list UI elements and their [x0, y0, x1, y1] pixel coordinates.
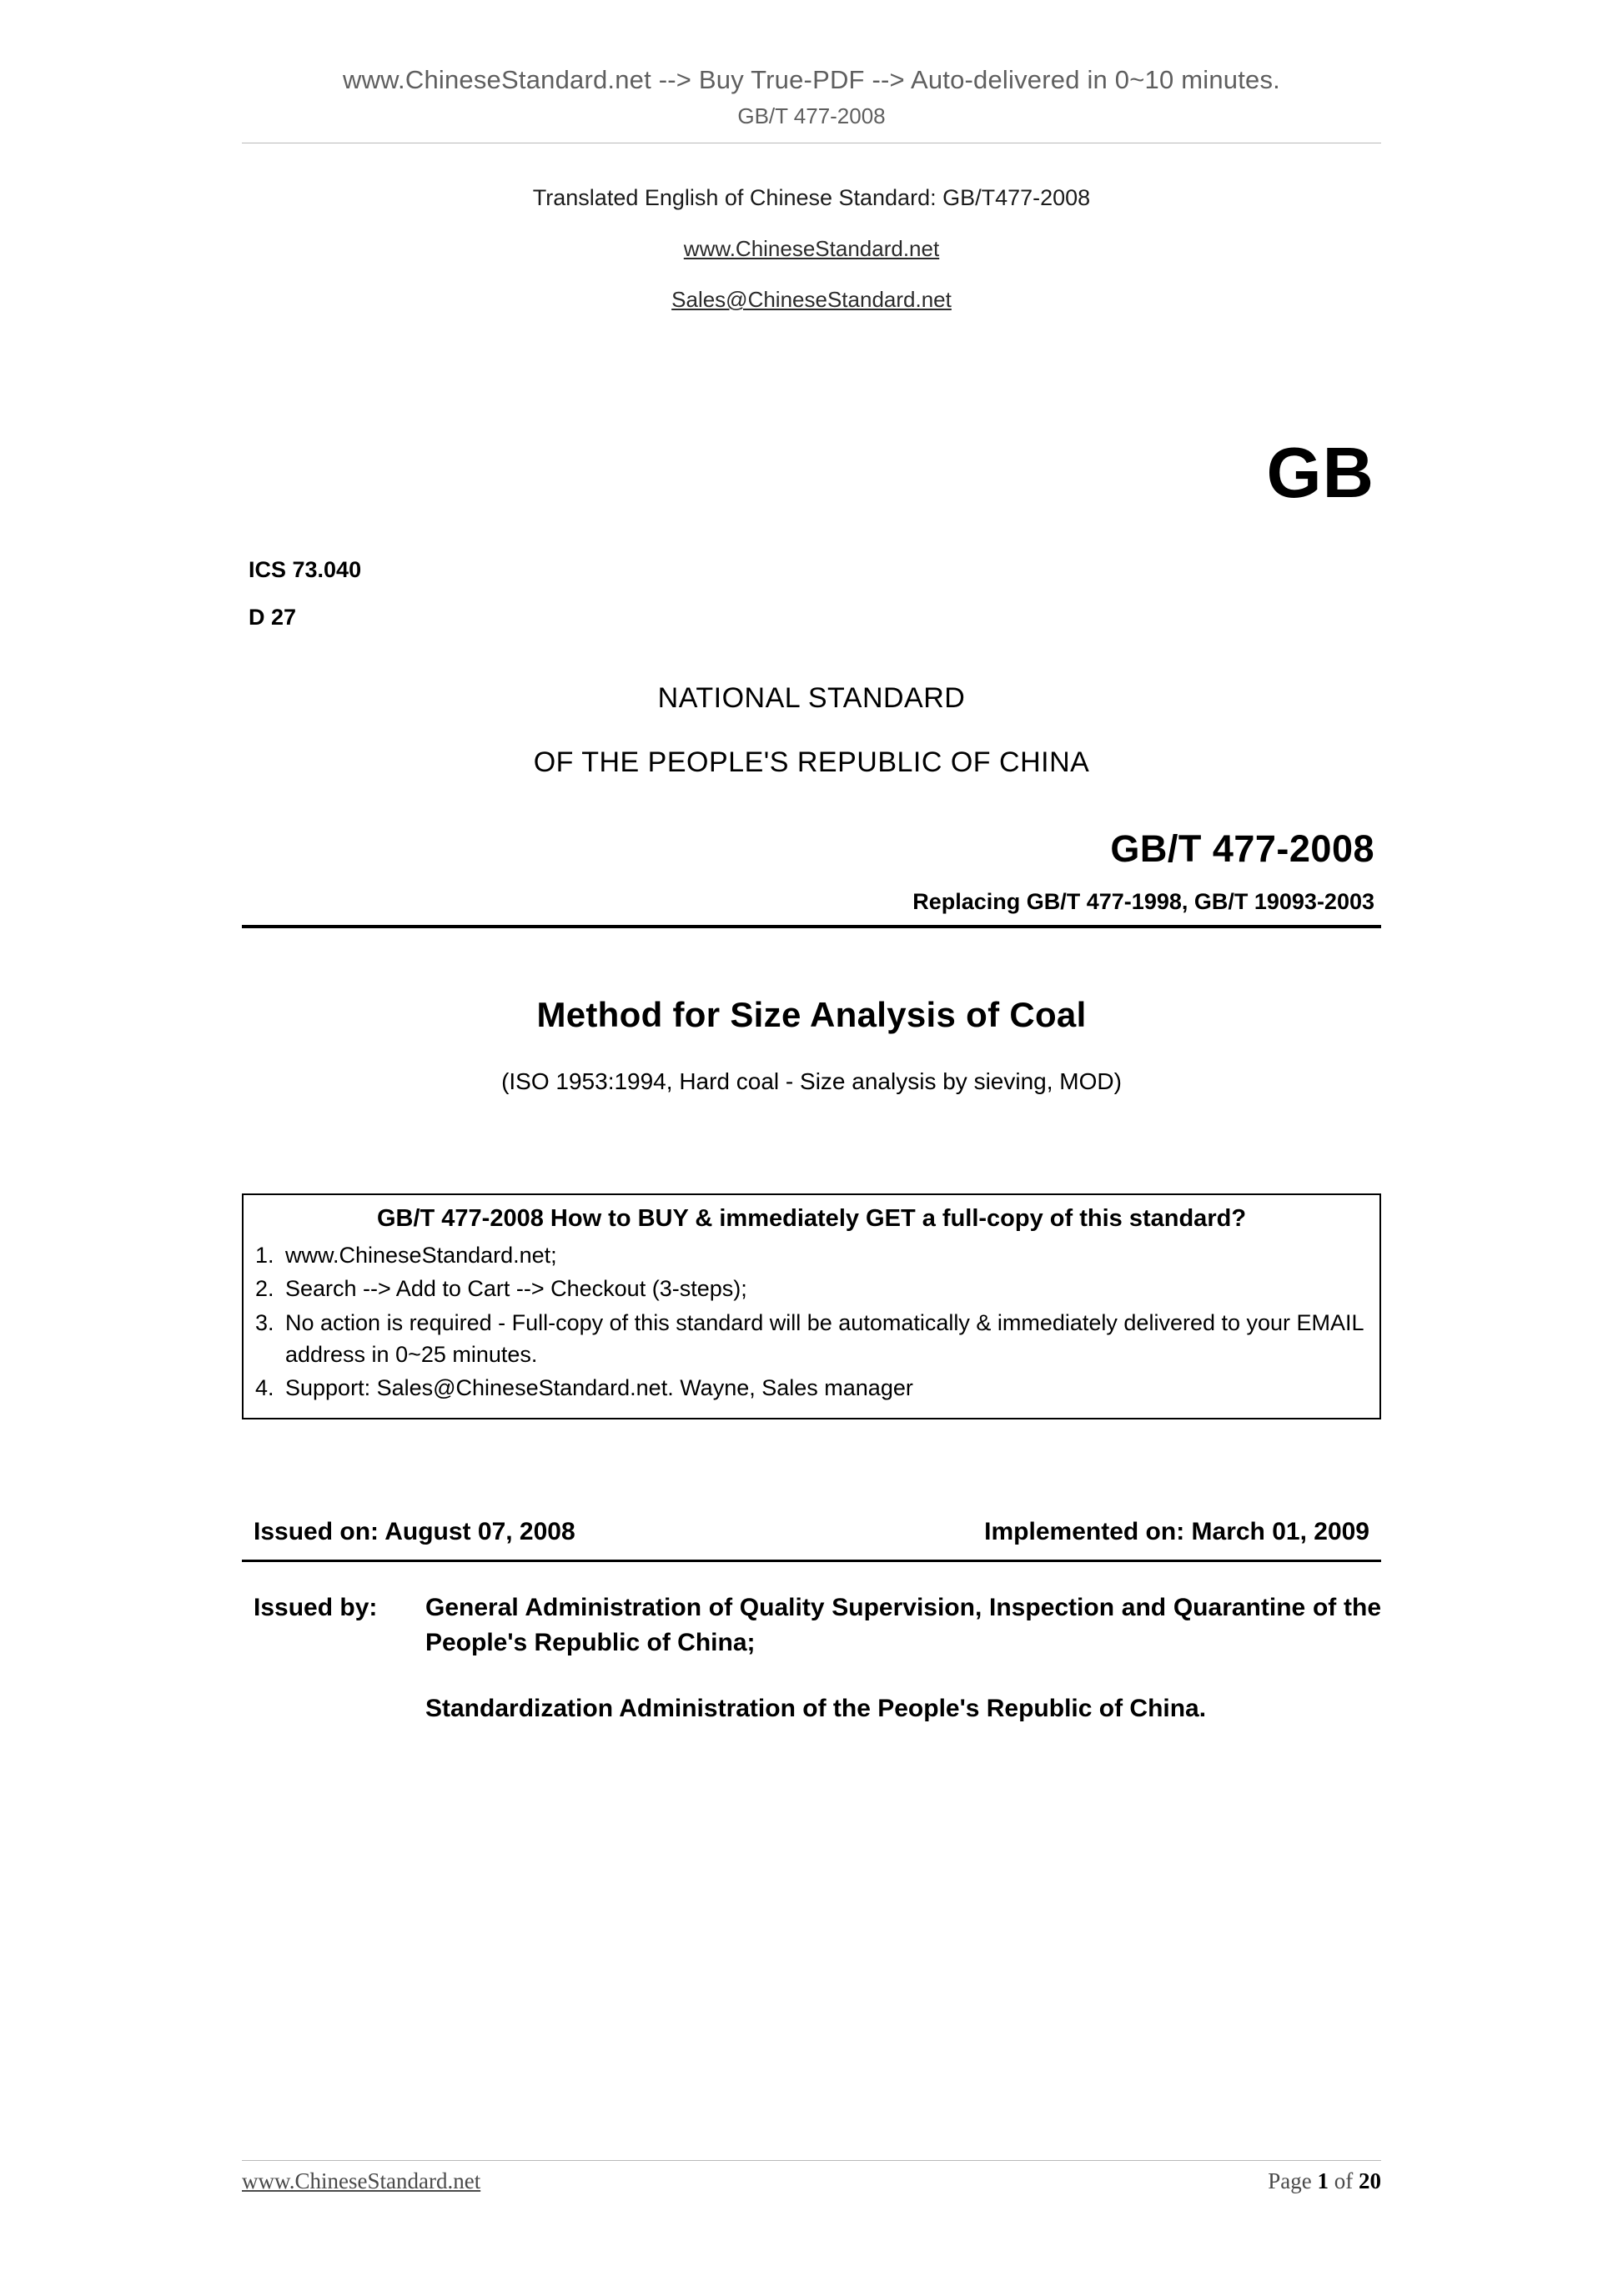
document-title: Method for Size Analysis of Coal	[536, 995, 1087, 1034]
website-link[interactable]: www.ChineseStandard.net	[683, 236, 940, 261]
purchase-box-title: GB/T 477-2008 How to BUY & immediately GET a full-copy of this standard?	[376, 1205, 1247, 1232]
list-item-text: Search --> Add to Cart --> Checkout (3-steps);	[285, 1276, 747, 1302]
issued-by-block	[242, 1590, 1381, 1661]
national-standard-label: NATIONAL STANDARD	[657, 682, 966, 714]
dates-row	[242, 1518, 1381, 1546]
issued-by-label: Issued by:	[254, 1593, 378, 1621]
title-divider	[242, 925, 1381, 928]
dates-divider	[242, 1560, 1381, 1562]
list-item	[255, 1273, 1368, 1304]
issued-on-date: Issued on: August 07, 2008	[254, 1517, 575, 1545]
promo-banner: www.ChineseStandard.net --> Buy True-PDF --> Auto-delivered in 0~10 minutes.	[343, 65, 1280, 94]
standard-number: GB/T 477-2008	[1110, 827, 1374, 870]
purchase-instructions-box	[242, 1193, 1381, 1419]
list-item	[255, 1307, 1368, 1371]
email-link[interactable]: Sales@ChineseStandard.net	[671, 287, 952, 312]
email-link-row	[242, 287, 1381, 313]
page-number: 1	[1317, 2168, 1329, 2193]
page-footer	[242, 2168, 1381, 2194]
header-standard-code: GB/T 477-2008	[737, 103, 886, 128]
gb-logo-text: GB	[1266, 434, 1374, 513]
page-prefix: Page	[1268, 2168, 1318, 2193]
list-item	[255, 1239, 1368, 1271]
page-mid: of	[1329, 2168, 1359, 2193]
issuer-primary: General Administration of Quality Supervision, Inspection and Quarantine of the People's Republic of China;	[425, 1593, 1381, 1657]
issuer-secondary: Standardization Administration of the People's Republic of China.	[425, 1694, 1207, 1722]
list-item-text: www.ChineseStandard.net;	[285, 1243, 557, 1268]
website-link-row	[242, 236, 1381, 262]
country-label: OF THE PEOPLE'S REPUBLIC OF CHINA	[533, 746, 1090, 778]
list-item-text: Support: Sales@ChineseStandard.net. Wayne, Sales manager	[285, 1375, 913, 1401]
ics-code: ICS 73.040	[249, 557, 362, 582]
page-total: 20	[1359, 2168, 1381, 2193]
purchase-steps-list	[255, 1239, 1368, 1404]
translated-title: Translated English of Chinese Standard: GB/T477-2008	[532, 185, 1091, 210]
list-item	[255, 1372, 1368, 1404]
document-subtitle: (ISO 1953:1994, Hard coal - Size analysis by sieving, MOD)	[501, 1068, 1122, 1094]
page-indicator	[1268, 2168, 1381, 2194]
list-item-number: 4.	[255, 1375, 274, 1401]
list-item-number: 2.	[255, 1276, 274, 1302]
replacing-line: Replacing GB/T 477-1998, GB/T 19093-2003	[912, 889, 1374, 914]
classification-code: D 27	[249, 605, 297, 630]
list-item-number: 1.	[255, 1243, 274, 1268]
list-item-number: 3.	[255, 1309, 274, 1335]
implemented-on-date: Implemented on: March 01, 2009	[984, 1517, 1369, 1545]
footer-divider	[242, 2160, 1381, 2161]
list-item-text: No action is required - Full-copy of this standard will be automatically & immediately delivered to your EMAIL address in 0~25 minutes.	[285, 1309, 1364, 1367]
footer-website-link[interactable]: www.ChineseStandard.net	[242, 2168, 481, 2193]
